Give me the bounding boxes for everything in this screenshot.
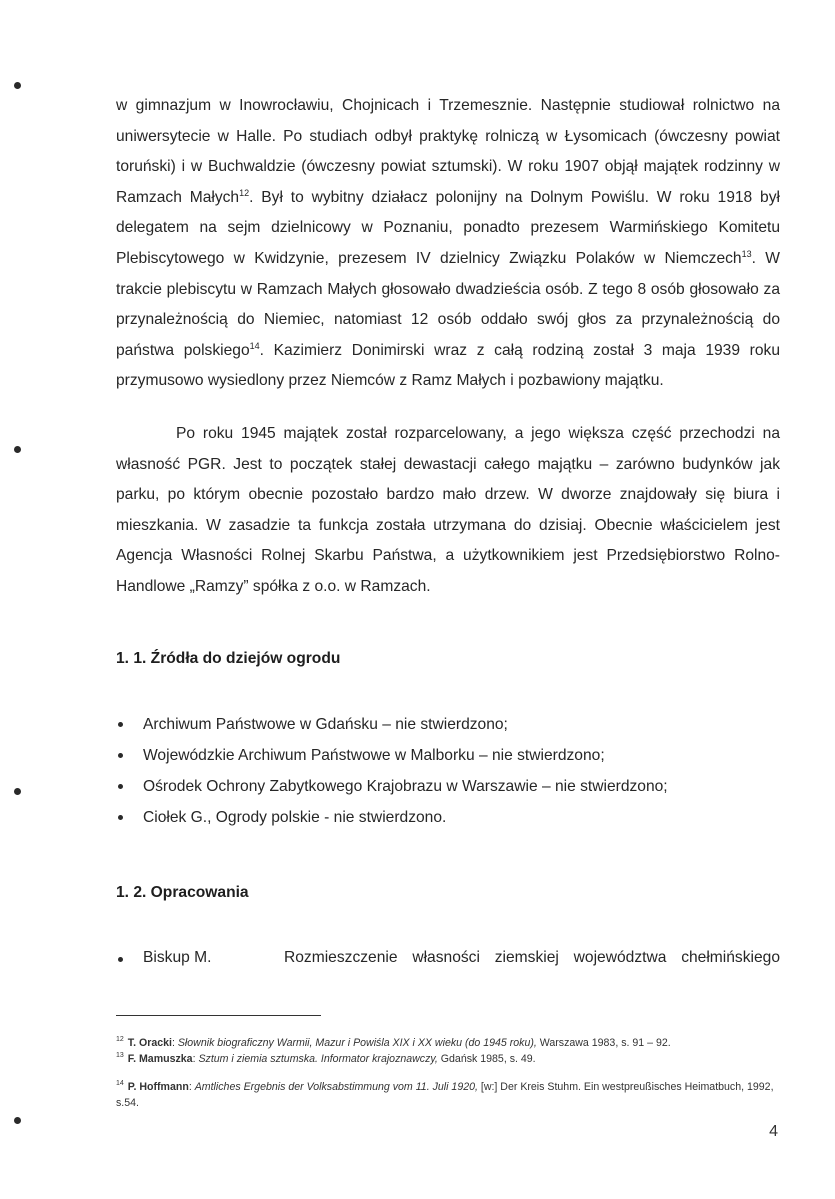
publication-author: Biskup M.	[143, 949, 212, 966]
footnote-separator-text: :	[192, 1053, 199, 1065]
footnote-title: Amtliches Ergebnis der Volksabstimmung vom 11. Juli 1920,	[194, 1081, 478, 1093]
list-item-text: Ciołek G., Ogrody polskie - nie stwierdzono.	[143, 809, 447, 826]
footnote-ref-12[interactable]: 12	[239, 187, 250, 198]
footnote-12	[116, 1035, 780, 1051]
footnote-number: 13	[116, 1052, 124, 1060]
footnote-separator	[116, 1015, 321, 1016]
paragraph-text: . Kazimierz Donimirski wraz z całą rodziną został 3 maja 1939 roku przymusowo wysiedlony przez Niemców z Ramz Małych i pozbawiony majątku.	[116, 341, 780, 390]
punch-hole-mark	[14, 446, 21, 453]
footnote-number: 12	[116, 1036, 124, 1044]
footnote-number: 14	[116, 1080, 124, 1088]
publication-title: Rozmieszczenie własności ziemskiej województwa chełmińskiego	[284, 949, 780, 966]
paragraph-text: . Był to wybitny działacz polonijny na Dolnym Powiślu. W roku 1918 był delegatem na sejm dzielnicowy w Poznaniu, ponadto prezesem Warmińskiego Komitetu Plebiscytowego w Kwidzynie, prezesem IV dzielnicy Związku Polaków w Niemczech	[116, 188, 780, 267]
footnote-rest: Gdańsk 1985, s. 49.	[437, 1053, 536, 1065]
footnote-13	[116, 1051, 780, 1067]
footnote-author: P. Hoffmann	[127, 1081, 189, 1093]
paragraph-text: Po roku 1945 majątek został rozparcelowany, a jego większa część przechodzi na własność PGR. Jest to początek stałej dewastacji całego majątku – zarówno budynków jak parku, po którym obecnie pozostało bardzo mało drzew. W dworze znajdowały się biura i mieszkania. W zasadzie ta funkcja została utrzymana do dzisiaj. Obecnie właścicielem jest Agencja Własności Rolnej Skarbu Państwa, a użytkownikiem jest Przedsiębiorstwo Rolno-Handlowe „Ramzy” spółka z o.o. w Ramzach.	[116, 425, 780, 595]
punch-hole-mark	[14, 82, 21, 89]
footnotes	[116, 1035, 780, 1067]
footnote-rest: [w:] Der Kreis Stuhm. Ein westpreußisches Heimatbuch, 1992, s.54.	[116, 1081, 774, 1109]
punch-hole-mark	[14, 788, 21, 795]
bullet-icon	[118, 722, 123, 727]
list-item	[116, 740, 780, 771]
footnote-author: T. Oracki	[127, 1037, 172, 1049]
footnote-ref-14[interactable]: 14	[249, 340, 260, 351]
paragraph-text: . W trakcie plebiscytu w Ramzach Małych głosowało dwadzieścia osób. Z tego 8 osób głosowało za przynależnością do Niemiec, natomiast 12 osób oddało swój głos za przynależnością do państwa polskiego	[116, 249, 781, 359]
list-item-text: Wojewódzkie Archiwum Państwowe w Malborku – nie stwierdzono;	[143, 747, 605, 764]
body-paragraph-2	[116, 419, 780, 603]
bullet-icon	[118, 753, 123, 758]
section-heading-publications: 1. 2. Opracowania	[116, 884, 249, 901]
footnote-title: Słownik biograficzny Warmii, Mazur i Powiśla XIX i XX wieku (do 1945 roku),	[177, 1037, 537, 1049]
paragraph-text: w gimnazjum w Inowrocławiu, Chojnicach i Trzemesznie. Następnie studiował rolnictwo na uniwersytecie w Halle. Po studiach odbył praktykę rolniczą w Łysomicach (ówczesny powiat toruński) i w Buchwaldzie (ówczesny powiat sztumski). W roku 1907 objął majątek rodzinny w Ramzach Małych	[116, 97, 780, 206]
list-item	[116, 709, 780, 740]
list-item-text: Archiwum Państwowe w Gdańsku – nie stwierdzono;	[143, 716, 508, 733]
list-item-text: Ośrodek Ochrony Zabytkowego Krajobrazu w Warszawie – nie stwierdzono;	[143, 778, 668, 795]
punch-hole-mark	[14, 1117, 21, 1124]
footnotes	[116, 1079, 780, 1111]
bullet-icon	[118, 784, 123, 789]
sources-list	[116, 709, 780, 833]
list-item	[116, 771, 780, 802]
page-number: 4	[769, 1123, 778, 1140]
footnote-title: Sztum i ziemia sztumska. Informator krajoznawczy,	[198, 1053, 438, 1065]
footnote-14	[116, 1079, 780, 1111]
footnote-separator-text: :	[188, 1081, 195, 1093]
footnote-ref-13[interactable]: 13	[741, 248, 752, 259]
section-heading-sources: 1. 1. Źródła do dziejów ogrodu	[116, 650, 341, 667]
bullet-icon	[118, 815, 123, 820]
footnote-author: F. Mamuszka	[127, 1053, 193, 1065]
publication-item	[116, 943, 780, 973]
body-paragraph-1	[116, 91, 780, 397]
list-item	[116, 802, 780, 833]
footnote-separator-text: :	[171, 1037, 178, 1049]
footnote-rest: Warszawa 1983, s. 91 – 92.	[536, 1037, 671, 1049]
bullet-icon	[118, 957, 123, 962]
